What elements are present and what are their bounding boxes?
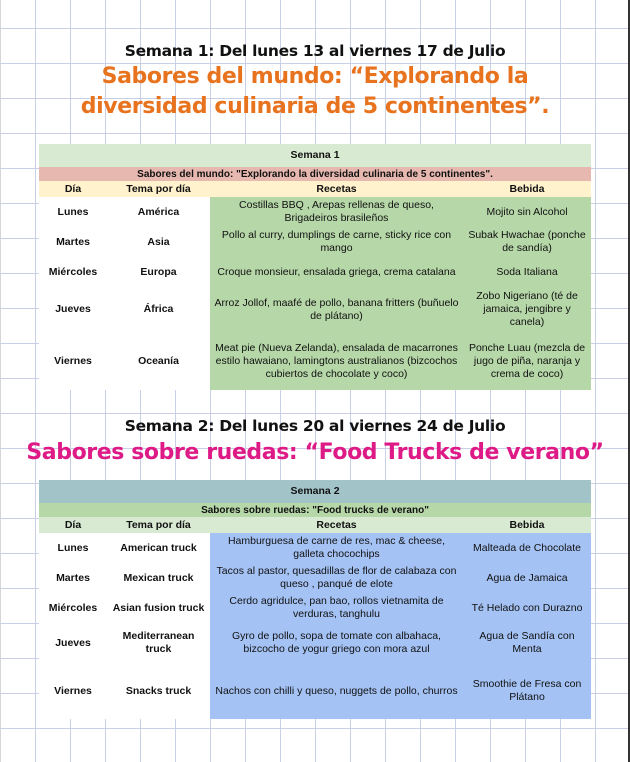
column-header-drink: Bebida bbox=[463, 517, 591, 533]
table-row bbox=[39, 197, 591, 227]
drink-cell: Té Helado con Durazno bbox=[463, 593, 591, 623]
column-header-drink: Bebida bbox=[463, 181, 591, 197]
recipes-cell: Nachos con chilli y queso, nuggets de pollo, churros bbox=[210, 663, 463, 719]
table-header-row bbox=[39, 517, 591, 533]
drink-cell: Zobo Nigeriano (té de jamaica, jengibre y canela) bbox=[463, 287, 591, 332]
drink-cell: Ponche Luau (mezcla de jugo de piña, naranja y crema de coco) bbox=[463, 332, 591, 390]
drink-cell: Smoothie de Fresa con Plátano bbox=[463, 663, 591, 719]
column-header-recipes: Recetas bbox=[210, 181, 463, 197]
topic-cell: Asian fusion truck bbox=[107, 593, 210, 623]
week1-table bbox=[39, 144, 591, 390]
recipes-cell: Pollo al curry, dumplings de carne, sticky rice con mango bbox=[210, 227, 463, 257]
day-cell: Viernes bbox=[39, 663, 107, 719]
table-row bbox=[39, 533, 591, 563]
recipes-cell: Tacos al pastor, quesadillas de flor de calabaza con queso , panqué de elote bbox=[210, 563, 463, 593]
week2-subheading: Semana 2: Del lunes 20 al viernes 24 de Julio bbox=[124, 417, 506, 435]
day-cell: Martes bbox=[39, 563, 107, 593]
drink-cell: Agua de Sandía con Menta bbox=[463, 623, 591, 663]
day-cell: Lunes bbox=[39, 533, 107, 563]
column-header-day: Día bbox=[39, 517, 107, 533]
table-row bbox=[39, 287, 591, 332]
drink-cell: Subak Hwachae (ponche de sandía) bbox=[463, 227, 591, 257]
drink-cell: Soda Italiana bbox=[463, 257, 591, 287]
day-cell: Miércoles bbox=[39, 593, 107, 623]
table-title-row bbox=[39, 144, 591, 167]
table-theme: Sabores del mundo: "Explorando la diversidad culinaria de 5 continentes". bbox=[39, 167, 591, 181]
table-theme-row bbox=[39, 503, 591, 517]
topic-cell: América bbox=[107, 197, 210, 227]
topic-cell: Snacks truck bbox=[107, 663, 210, 719]
table-title: Semana 2 bbox=[39, 480, 591, 503]
week2-table bbox=[39, 480, 591, 719]
recipes-cell: Hamburguesa de carne de res, mac & cheese, galleta chocochips bbox=[210, 533, 463, 563]
recipes-cell: Meat pie (Nueva Zelanda), ensalada de macarrones estilo hawaiano, lamingtons australianos (bizcochos cubiertos de chocolate y coco) bbox=[210, 332, 463, 390]
table-theme: Sabores sobre ruedas: "Food trucks de verano" bbox=[39, 503, 591, 517]
table-row bbox=[39, 663, 591, 719]
topic-cell: Europa bbox=[107, 257, 210, 287]
topic-cell: Mexican truck bbox=[107, 563, 210, 593]
day-cell: Jueves bbox=[39, 287, 107, 332]
table-row bbox=[39, 593, 591, 623]
topic-cell: Mediterranean truck bbox=[107, 623, 210, 663]
recipes-cell: Arroz Jollof, maafé de pollo, banana fritters (buñuelo de plátano) bbox=[210, 287, 463, 332]
table-title-row bbox=[39, 480, 591, 503]
recipes-cell: Costillas BBQ , Arepas rellenas de queso, Brigadeiros brasileños bbox=[210, 197, 463, 227]
table-row bbox=[39, 227, 591, 257]
drink-cell: Mojito sin Alcohol bbox=[463, 197, 591, 227]
recipes-cell: Gyro de pollo, sopa de tomate con albahaca, bizcocho de yogur griego con mora azul bbox=[210, 623, 463, 663]
table-row bbox=[39, 623, 591, 663]
day-cell: Jueves bbox=[39, 623, 107, 663]
day-cell: Martes bbox=[39, 227, 107, 257]
column-header-topic: Tema por día bbox=[107, 517, 210, 533]
table-row bbox=[39, 332, 591, 390]
topic-cell: África bbox=[107, 287, 210, 332]
week1-heading-line2: diversidad culinaria de 5 continentes”. bbox=[80, 94, 550, 119]
recipes-cell: Cerdo agridulce, pan bao, rollos vietnamita de verduras, tanghulu bbox=[210, 593, 463, 623]
table-title: Semana 1 bbox=[39, 144, 591, 167]
column-header-topic: Tema por día bbox=[107, 181, 210, 197]
recipes-cell: Croque monsieur, ensalada griega, crema catalana bbox=[210, 257, 463, 287]
week2-heading: Sabores sobre ruedas: “Food Trucks de verano” bbox=[26, 440, 604, 465]
drink-cell: Malteada de Chocolate bbox=[463, 533, 591, 563]
column-header-day: Día bbox=[39, 181, 107, 197]
table-row bbox=[39, 257, 591, 287]
topic-cell: Oceanía bbox=[107, 332, 210, 390]
drink-cell: Agua de Jamaica bbox=[463, 563, 591, 593]
topic-cell: Asia bbox=[107, 227, 210, 257]
day-cell: Viernes bbox=[39, 332, 107, 390]
day-cell: Lunes bbox=[39, 197, 107, 227]
table-theme-row bbox=[39, 167, 591, 181]
day-cell: Miércoles bbox=[39, 257, 107, 287]
week1-subheading: Semana 1: Del lunes 13 al viernes 17 de Julio bbox=[124, 42, 506, 60]
column-header-recipes: Recetas bbox=[210, 517, 463, 533]
table-row bbox=[39, 563, 591, 593]
table-header-row bbox=[39, 181, 591, 197]
week1-heading-line1: Sabores del mundo: “Explorando la bbox=[101, 64, 529, 89]
topic-cell: American truck bbox=[107, 533, 210, 563]
